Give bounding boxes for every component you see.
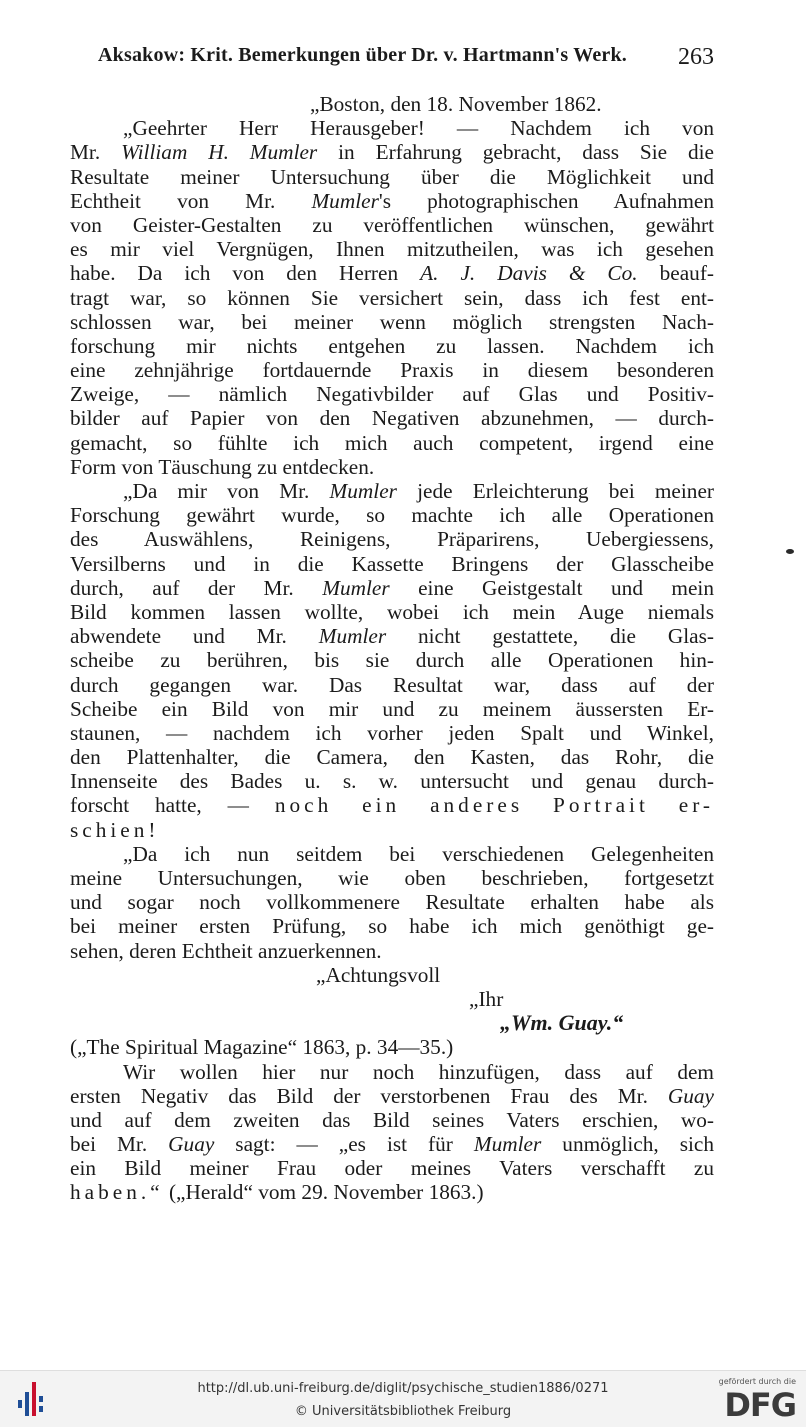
text-line (70, 793, 714, 817)
text-line (70, 527, 714, 551)
text-line (70, 261, 714, 285)
text-line (70, 479, 714, 503)
text-segment: Form von Täuschung zu entdecken. (70, 454, 375, 479)
text-line (70, 963, 714, 987)
text-segment: 's photographischen Aufnahmen (378, 188, 714, 213)
text-segment: in Erfahrung gebracht, dass Sie die (317, 140, 714, 165)
text-line (70, 334, 714, 358)
text-line (70, 673, 714, 697)
text-segment: („The Spiritual Magazine“ 1863, p. 34—35.) (70, 1035, 454, 1060)
text-segment: Forschung gewährt wurde, so machte ich alle Operationen (70, 503, 714, 528)
text-line (70, 721, 714, 745)
text-segment: es mir viel Vergnügen, Ihnen mitzutheilen, was ich gesehen (70, 237, 714, 262)
text-line (70, 140, 714, 164)
text-line (70, 503, 714, 527)
italic-name: Mumler (473, 1132, 542, 1157)
text-segment: eine zehnjährige fortdauernde Praxis in diesem besonderen (70, 358, 714, 383)
italic-name: Mumler (329, 479, 397, 503)
text-line (70, 624, 714, 648)
text-segment: Bild kommen lassen wollte, wobei ich mein Auge niemals (70, 599, 714, 624)
italic-name: A. J. Davis & Co. (420, 261, 638, 286)
text-line (70, 552, 714, 576)
text-line (70, 92, 714, 116)
text-line (70, 842, 714, 866)
spaced-emphasis: schien! (70, 817, 160, 842)
italic-name: William H. Mumler (121, 140, 318, 165)
text-segment: jede Erleichterung bei meiner (396, 479, 714, 503)
text-segment: tragt war, so können Sie versichert sein, dass ich fest ent- (70, 285, 714, 310)
text-segment: des Auswählens, Reinigens, Präparirens, Uebergiessens, (70, 527, 714, 552)
viewer-footer (0, 1370, 806, 1427)
text-segment: Zweige, — nämlich Negativbilder auf Glas und Positiv- (70, 382, 714, 407)
spaced-emphasis: noch ein anderes Portrait er- (274, 793, 715, 818)
text-segment: gemacht, so fühlte ich mich auch competent, irgend eine (70, 430, 714, 455)
page-number: 263 (678, 44, 714, 70)
text-segment: bei Mr. (70, 1132, 169, 1157)
text-segment: abwendete und Mr. (70, 624, 319, 649)
running-header (98, 44, 714, 72)
text-line (70, 648, 714, 672)
spaced-emphasis: haben.“ (70, 1180, 164, 1205)
text-segment: beauf- (637, 261, 714, 286)
text-line (70, 914, 714, 938)
italic-name: Guay (667, 1083, 714, 1108)
text-line (70, 1011, 714, 1035)
text-segment: meine Untersuchungen, wie oben beschrieben, fortgesetzt (70, 866, 714, 890)
text-segment: „Da ich nun seitdem bei verschiedenen Gelegenheiten (123, 841, 714, 866)
text-segment: Wir wollen hier nur noch hinzufügen, dass auf dem (123, 1059, 714, 1084)
text-line (70, 866, 714, 890)
text-line (70, 1084, 714, 1108)
text-line (70, 406, 714, 430)
text-line (70, 890, 714, 914)
dfg-logo[interactable] (706, 1377, 796, 1424)
text-line (70, 382, 714, 406)
text-segment: ein Bild meiner Frau oder meines Vaters verschafft zu (70, 1156, 714, 1181)
text-line (70, 286, 714, 310)
text-segment: Innenseite des Bades u. s. w. untersucht und genau durch- (70, 769, 714, 794)
text-line (70, 213, 714, 237)
text-segment: schlossen war, bei meiner wenn möglich strengsten Nach- (70, 309, 714, 334)
text-segment: Scheibe ein Bild von mir und zu meinem äussersten Er- (70, 696, 714, 721)
text-segment: und sogar noch vollkommenere Resultate erhalten habe als (70, 890, 714, 915)
text-segment: „Boston, den 18. November 1862. (310, 92, 602, 116)
text-segment: „Geehrter Herr Herausgeber! — Nachdem ich von (123, 116, 714, 141)
text-segment: forscht hatte, — (70, 793, 275, 818)
text-segment: „Wm. Guay.“ (500, 1010, 624, 1036)
text-line (70, 939, 714, 963)
text-line (70, 987, 714, 1011)
text-line (70, 165, 714, 189)
ink-blot (786, 549, 794, 554)
text-segment: Echtheit von Mr. (70, 188, 312, 213)
copyright-notice: © Universitätsbibliothek Freiburg (294, 1404, 512, 1419)
text-line (70, 1132, 714, 1156)
text-line (70, 1108, 714, 1132)
text-line (70, 455, 714, 479)
dfg-caption: gefördert durch die (718, 1377, 796, 1386)
text-segment: bei meiner ersten Prüfung, so habe ich mich genöthigt ge- (70, 914, 714, 939)
running-title: Aksakow: Krit. Bemerkungen über Dr. v. Hartmann's Werk. (98, 44, 627, 66)
text-line (70, 189, 714, 213)
text-line (70, 769, 714, 793)
italic-name: Mumler (322, 575, 390, 600)
text-line (70, 1035, 714, 1059)
text-segment: den Plattenhalter, die Camera, den Kasten, das Rohr, die (70, 745, 714, 770)
text-segment: sagt: — „es ist für (214, 1132, 474, 1157)
italic-name: Mumler (318, 624, 387, 649)
text-segment: eine Geistgestalt und mein (389, 575, 714, 600)
text-segment: Versilberns und in die Kassette Bringens der Glasscheibe (70, 551, 714, 576)
text-segment: „Ihr (469, 986, 504, 1011)
text-line (70, 697, 714, 721)
text-segment: ersten Negativ das Bild der verstorbenen Frau des Mr. (70, 1083, 668, 1108)
text-segment: und auf dem zweiten das Bild seines Vaters erschien, wo- (70, 1107, 714, 1132)
text-segment: durch gegangen war. Das Resultat war, dass auf der (70, 672, 714, 697)
text-segment: „Da mir von Mr. (123, 479, 330, 503)
text-segment: („Herald“ vom 29. November 1863.) (163, 1180, 484, 1205)
text-line (70, 116, 714, 140)
text-line (70, 358, 714, 382)
text-segment: von Geister-Gestalten zu veröffentlichen wünschen, gewährt (70, 212, 714, 237)
text-line (70, 431, 714, 455)
text-segment: nicht gestattete, die Glas- (386, 624, 714, 649)
text-segment: habe. Da ich von den Herren (70, 261, 421, 286)
text-segment: sehen, deren Echtheit anzuerkennen. (70, 938, 382, 963)
text-segment: unmöglich, sich (541, 1132, 715, 1157)
body-text (70, 92, 714, 1205)
text-line (70, 576, 714, 600)
dfg-wordmark: DFG (724, 1386, 796, 1424)
text-segment: forschung mir nichts entgehen zu lassen. Nachdem ich (70, 333, 714, 358)
text-segment: staunen, — nachdem ich vorher jeden Spalt und Winkel, (70, 720, 714, 745)
italic-name: Guay (168, 1132, 215, 1157)
text-segment: Mr. (70, 140, 122, 165)
text-segment: scheibe zu berühren, bis sie durch alle Operationen hin- (70, 648, 714, 673)
permalink-url[interactable]: http://dl.ub.uni-freiburg.de/diglit/psychische_studien1886/0271 (197, 1381, 609, 1396)
text-line (70, 818, 714, 842)
text-segment: Resultate meiner Untersuchung über die Möglichkeit und (70, 164, 714, 189)
italic-name: Mumler (311, 188, 379, 213)
text-segment: durch, auf der Mr. (70, 575, 323, 600)
text-segment: „Achtungsvoll (316, 962, 441, 987)
text-line (70, 600, 714, 624)
text-line (70, 1060, 714, 1084)
text-line (70, 1156, 714, 1180)
text-line (70, 745, 714, 769)
text-line (70, 237, 714, 261)
text-line (70, 1180, 714, 1204)
text-segment: bilder auf Papier von den Negativen abzunehmen, — durch- (70, 406, 714, 431)
text-line (70, 310, 714, 334)
